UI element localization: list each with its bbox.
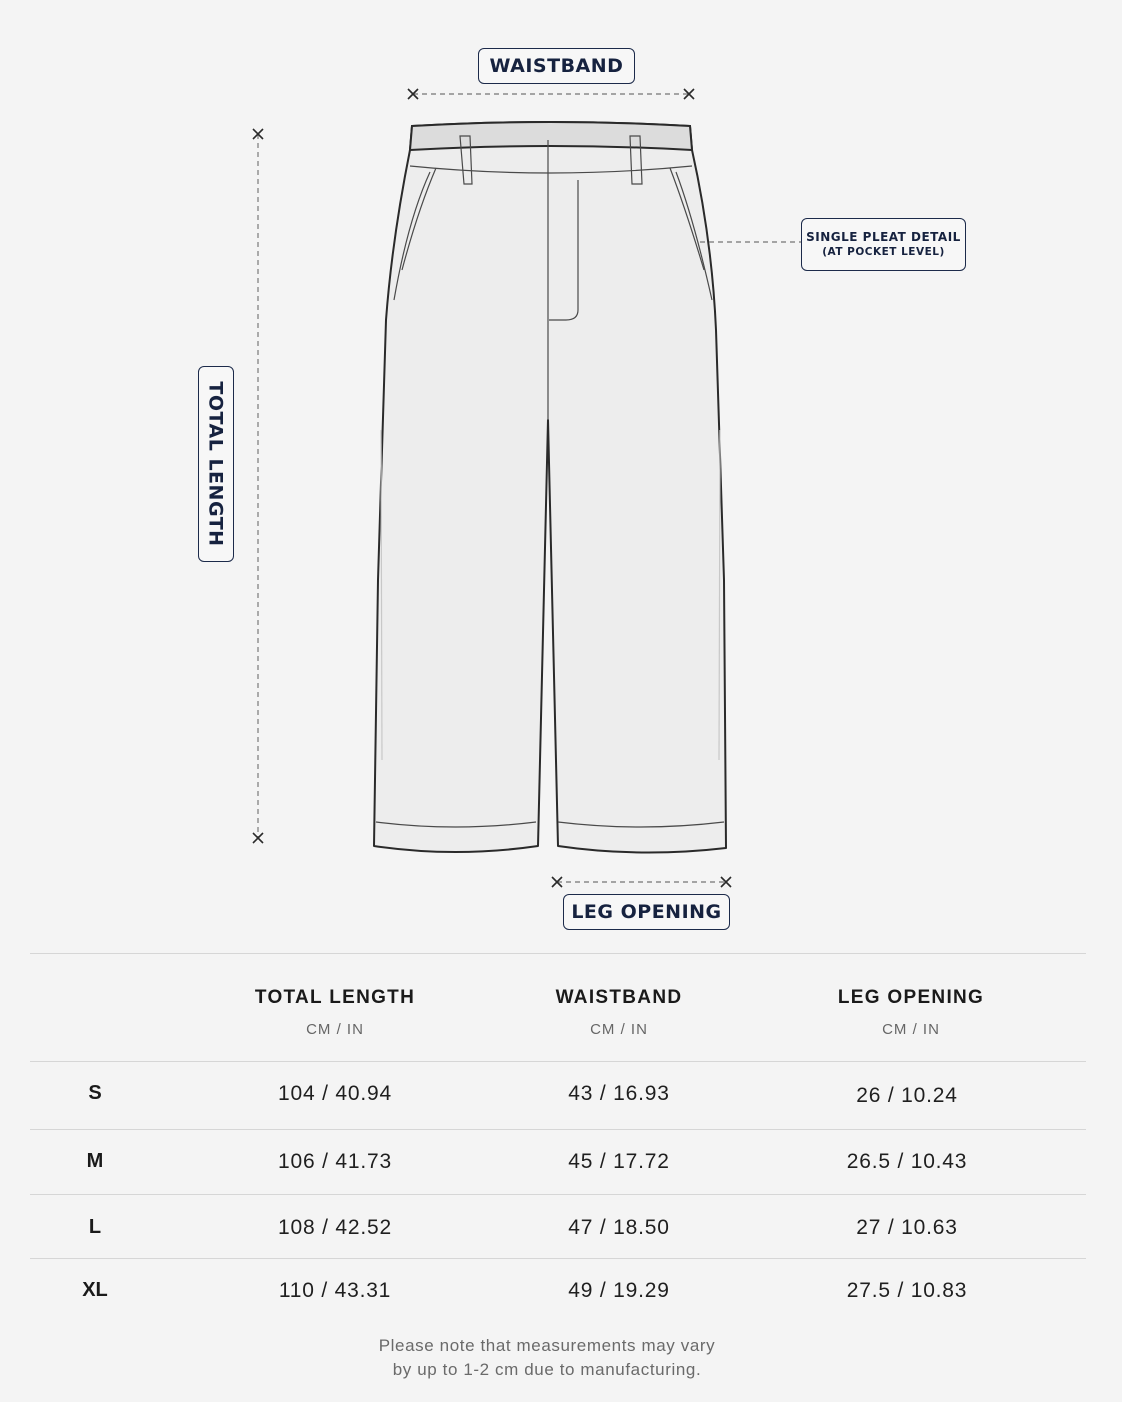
size-label: M — [86, 1150, 104, 1172]
waistband-value: 49 / 19.29 — [568, 1279, 670, 1302]
note-line-1: Please note that measurements may vary — [378, 1336, 716, 1355]
waistband-label: WAISTBAND — [478, 48, 635, 84]
pleat-detail-subtitle: (AT POCKET LEVEL) — [822, 245, 945, 258]
column-header-leg-opening: LEG OPENING — [837, 987, 985, 1008]
total-length-value: 104 / 40.94 — [278, 1082, 392, 1105]
trouser-outline — [374, 122, 726, 853]
leg-opening-value: 26 / 10.24 — [856, 1084, 958, 1107]
row-divider — [30, 1194, 1086, 1195]
size-label: XL — [82, 1279, 108, 1301]
total-length-value: 110 / 43.31 — [278, 1279, 392, 1302]
size-label: S — [88, 1082, 102, 1104]
total-length-value: 106 / 41.73 — [278, 1150, 392, 1173]
leg-opening-label: LEG OPENING — [563, 894, 730, 930]
total-length-label: TOTAL LENGTH — [198, 366, 234, 562]
column-unit-leg-opening: CM / IN — [882, 1021, 940, 1038]
column-unit-total-length: CM / IN — [306, 1021, 364, 1038]
waistband-strip — [410, 122, 692, 150]
waistband-value: 47 / 18.50 — [568, 1216, 670, 1239]
header-divider — [30, 1061, 1086, 1062]
note-line-2: by up to 1-2 cm due to manufacturing. — [392, 1360, 702, 1379]
pleat-detail-label — [801, 218, 966, 271]
waistband-value: 43 / 16.93 — [568, 1082, 670, 1105]
waistband-value: 45 / 17.72 — [568, 1150, 670, 1173]
total-length-value: 108 / 42.52 — [278, 1216, 392, 1239]
row-divider — [30, 1129, 1086, 1130]
size-label: L — [88, 1216, 102, 1238]
table-top-divider — [30, 953, 1086, 954]
pleat-detail-title: SINGLE PLEAT DETAIL — [806, 229, 961, 244]
measurement-note — [0, 1334, 1094, 1382]
column-header-total-length: TOTAL LENGTH — [254, 987, 416, 1008]
leg-opening-value: 27.5 / 10.83 — [846, 1279, 968, 1302]
row-divider — [30, 1258, 1086, 1259]
column-header-waistband: WAISTBAND — [555, 987, 683, 1008]
leg-opening-value: 26.5 / 10.43 — [846, 1150, 968, 1173]
leg-opening-value: 27 / 10.63 — [856, 1216, 958, 1239]
column-unit-waistband: CM / IN — [590, 1021, 648, 1038]
